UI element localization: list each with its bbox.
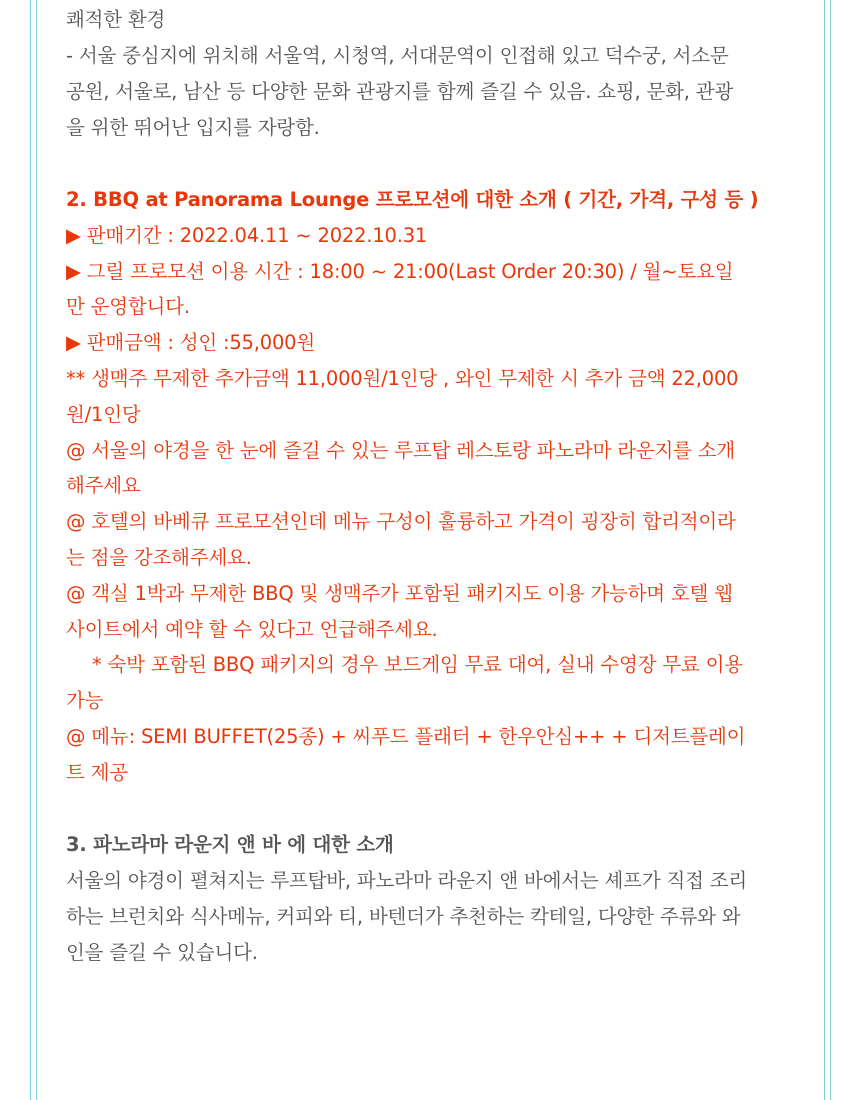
intro-section [66,2,811,146]
promo-line: ▶ 판매기간 : 2022.04.11 ~ 2022.10.31 [66,223,428,247]
promo-heading: 2. BBQ at Panorama Lounge 프로모션에 대한 소개 ( 기간, 가격, 구성 등 ) [66,188,759,211]
promo-line: 가능 [66,689,104,713]
intro-line: - 서울 중심지에 위치해 서울역, 시청역, 서대문역이 인접해 있고 덕수궁, 서소문 [66,44,729,67]
bar-line: 서울의 야경이 펼쳐지는 루프탑바, 파노라마 라운지 앤 바에서는 셰프가 직접 조리 [66,868,748,892]
promo-line: @ 호텔의 바베큐 프로모션인데 메뉴 구성이 훌륭하고 가격이 굉장히 합리적이라 [66,510,736,534]
promo-section [66,182,811,791]
document-content [66,2,811,971]
promo-line: 해주세요 [66,474,141,498]
promo-line: 사이트에서 예약 할 수 있다고 언급해주세요. [66,617,438,641]
frame-border-left-outer [30,0,31,1100]
promo-line: @ 메뉴: SEMI BUFFET(25종) + 씨푸드 플래터 + 한우안심++ + 디저트플레이 [66,724,746,748]
section-spacer [66,146,811,182]
section-spacer [66,791,811,827]
promo-line: @ 서울의 야경을 한 눈에 즐길 수 있는 루프탑 레스토랑 파노라마 라운지를 소개 [66,438,736,462]
promo-line: ** 생맥주 무제한 추가금액 11,000원/1인당 , 와인 무제한 시 추가 금액 22,000 [66,366,739,390]
frame-border-left-inner [36,0,37,1100]
frame-border-right-outer [830,0,831,1100]
bar-section [66,827,811,971]
intro-line: 을 위한 뛰어난 입지를 자랑함. [66,116,320,139]
promo-line: 는 점을 강조해주세요. [66,545,252,569]
bar-line: 하는 브런치와 식사메뉴, 커피와 티, 바텐더가 추천하는 칵테일, 다양한 주류와 와 [66,904,741,928]
intro-line: 공원, 서울로, 남산 등 다양한 문화 관광지를 함께 즐길 수 있음. 쇼핑, 문화, 관광 [66,80,734,103]
promo-line: @ 객실 1박과 무제한 BBQ 및 생맥주가 포함된 패키지도 이용 가능하며 호텔 웹 [66,581,733,605]
promo-line: 원/1인당 [66,402,141,426]
bar-heading: 3. 파노라마 라운지 앤 바 에 대한 소개 [66,832,394,856]
frame-border-right-inner [824,0,825,1100]
promo-line: 만 운영합니다. [66,295,190,319]
intro-line: 쾌적한 환경 [66,8,166,31]
promo-line: 트 제공 [66,760,128,784]
promo-note-line: * 숙박 포함된 BBQ 패키지의 경우 보드게임 무료 대여, 실내 수영장 무료 이용 [92,653,743,677]
promo-line: ▶ 그릴 프로모션 이용 시간 : 18:00 ~ 21:00(Last Order 20:30) / 월~토요일 [66,259,734,283]
promo-line: ▶ 판매금액 : 성인 :55,000원 [66,331,316,355]
bar-line: 인을 즐길 수 있습니다. [66,940,258,964]
